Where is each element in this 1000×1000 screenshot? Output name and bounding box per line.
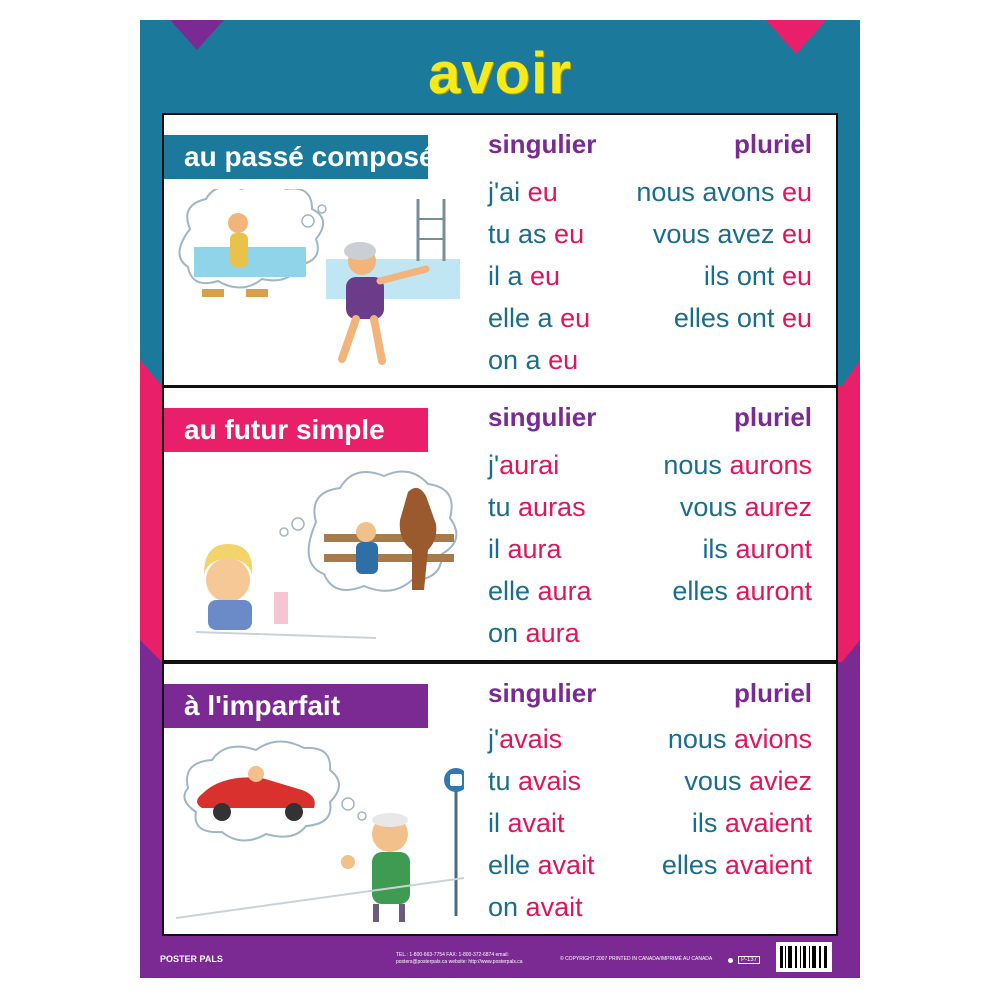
singular-header: singulier <box>488 678 597 708</box>
footer-contact: TEL.: 1-800-663-7754 FAX: 1-800-372-6874 email: posters@posterpals.ca website: http://www.posterpals.ca <box>396 952 523 965</box>
verb-form: avais <box>499 724 563 754</box>
verb-form: avait <box>525 892 583 922</box>
conjugation-row <box>672 570 812 612</box>
conjugation-row <box>636 171 812 213</box>
conjugation-row <box>653 213 812 255</box>
decorative-triangle <box>842 640 860 662</box>
verb-form: aurez <box>744 492 812 522</box>
pronoun: on <box>488 618 526 648</box>
verb-form: aura <box>525 618 580 648</box>
pronoun: il <box>488 534 508 564</box>
conjugation-row <box>488 718 562 760</box>
verb-form: eu <box>781 261 812 291</box>
pronoun: nous avons <box>636 177 782 207</box>
conjugation-row <box>488 570 592 612</box>
conjugation-row <box>488 802 565 844</box>
section-futur-simple <box>162 386 838 662</box>
conjugation-row <box>488 760 581 802</box>
section-passe-compose <box>162 113 838 387</box>
verb-form: aurai <box>499 450 560 480</box>
pronoun: j' <box>488 724 500 754</box>
pronoun: tu as <box>488 219 555 249</box>
conjugation-row <box>488 886 583 928</box>
conjugation-row <box>488 171 558 213</box>
plural-header: pluriel <box>733 129 812 159</box>
verb-form: eu <box>530 261 561 291</box>
conjugation-row <box>668 718 812 760</box>
pronoun: tu <box>488 766 519 796</box>
pronoun: elles ont <box>673 303 782 333</box>
conjugation-row <box>684 760 812 802</box>
verb-form: auras <box>518 492 586 522</box>
pronoun: il a <box>488 261 531 291</box>
tense-label: au futur simple <box>164 408 428 452</box>
conjugation-row <box>680 486 812 528</box>
pronoun: nous <box>667 724 734 754</box>
verb-form: auront <box>735 534 812 564</box>
pronoun: vous <box>684 766 749 796</box>
pronoun: on <box>488 892 526 922</box>
pronoun: ils <box>691 808 725 838</box>
plural-header: pluriel <box>733 678 812 708</box>
verb-form: avais <box>518 766 582 796</box>
verb-form: avions <box>733 724 812 754</box>
poster-title: avoir <box>428 41 572 106</box>
decorative-triangle <box>842 360 860 386</box>
pronoun: nous <box>663 450 730 480</box>
pronoun: j' <box>488 450 500 480</box>
pronoun: tu <box>488 492 519 522</box>
conjugation-row <box>488 255 560 297</box>
verb-form: avait <box>537 850 595 880</box>
pronoun: elles <box>661 850 725 880</box>
verb-form: aviez <box>748 766 812 796</box>
conjugation-row <box>704 255 812 297</box>
pronoun: elle <box>488 576 538 606</box>
conjugation-row <box>663 444 812 486</box>
car-dream-illustration <box>176 738 464 928</box>
pronoun: j'ai <box>488 177 528 207</box>
poster <box>140 20 860 978</box>
verb-form: avaient <box>724 808 812 838</box>
verb-form: eu <box>781 219 812 249</box>
footer-brand: POSTER PALS <box>160 954 223 964</box>
section-imparfait <box>162 662 838 936</box>
verb-form: eu <box>560 303 591 333</box>
pronoun: elles <box>672 576 736 606</box>
conjugation-row <box>488 213 584 255</box>
conjugation-row <box>488 339 578 381</box>
conjugation-row <box>488 297 590 339</box>
product-code: P-137 <box>738 956 760 964</box>
pronoun: ils ont <box>703 261 782 291</box>
swimming-illustration <box>176 189 464 379</box>
decorative-triangle <box>140 640 162 662</box>
conjugation-row <box>488 444 559 486</box>
conjugation-row <box>488 844 595 886</box>
plural-header: pluriel <box>733 402 812 432</box>
footer-copyright: © COPYRIGHT 2007 PRINTED IN CANADA/IMPRIMÉ AU CANADA <box>560 956 713 962</box>
verb-form: aura <box>537 576 592 606</box>
pronoun: elle a <box>488 303 561 333</box>
verb-form: avait <box>507 808 565 838</box>
singular-header: singulier <box>488 402 597 432</box>
singular-header: singulier <box>488 129 597 159</box>
conjugation-row <box>662 844 812 886</box>
verb-form: eu <box>548 345 579 375</box>
footer <box>140 936 860 978</box>
bullet-icon <box>728 958 733 963</box>
pronoun: vous <box>679 492 745 522</box>
conjugation-row <box>702 528 812 570</box>
verb-form: eu <box>554 219 585 249</box>
tense-label: au passé composé <box>164 135 428 179</box>
pronoun: ils <box>702 534 736 564</box>
verb-form: eu <box>527 177 558 207</box>
conjugation-row <box>488 612 580 654</box>
decorative-triangle <box>140 360 162 386</box>
verb-form: aura <box>507 534 562 564</box>
verb-form: aurons <box>729 450 812 480</box>
verb-form: eu <box>781 177 812 207</box>
verb-form: avaient <box>724 850 812 880</box>
conjugation-row <box>488 486 586 528</box>
tense-label: à l'imparfait <box>164 684 428 728</box>
verb-form: eu <box>781 303 812 333</box>
pronoun: il <box>488 808 508 838</box>
conjugation-row <box>692 802 812 844</box>
horse-dream-illustration <box>176 462 464 652</box>
pronoun: on a <box>488 345 549 375</box>
pronoun: vous avez <box>652 219 782 249</box>
barcode-icon <box>776 942 832 972</box>
conjugation-row <box>674 297 812 339</box>
pronoun: elle <box>488 850 538 880</box>
verb-form: auront <box>735 576 812 606</box>
conjugation-row <box>488 528 562 570</box>
